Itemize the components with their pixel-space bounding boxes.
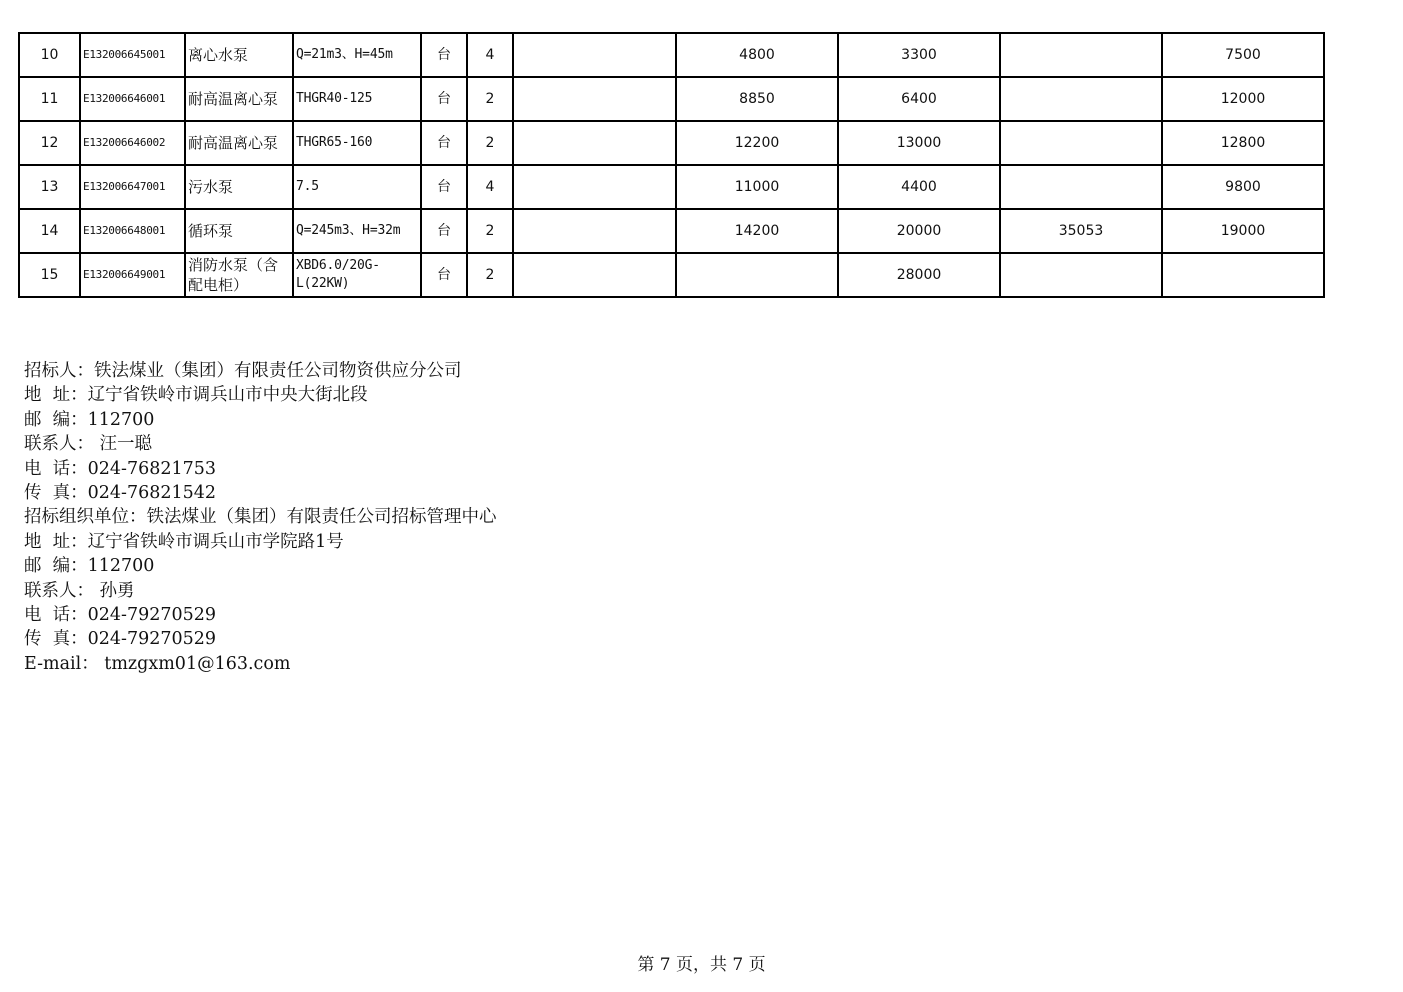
contact-info [24, 359, 497, 676]
cell-qty: 2 [467, 121, 513, 165]
contact-line: 招标组织单位：铁法煤业（集团）有限责任公司招标管理中心 [24, 507, 497, 528]
procurement-table [18, 32, 1325, 298]
table-row [19, 165, 1324, 209]
cell-col8 [676, 253, 838, 297]
cell-col7 [513, 165, 676, 209]
cell-material-code: E132006649001 [80, 253, 185, 297]
cell-col9: 4400 [838, 165, 1000, 209]
cell-col9: 20000 [838, 209, 1000, 253]
cell-material-code: E132006647001 [80, 165, 185, 209]
cell-name: 耐高温离心泵 [185, 77, 293, 121]
table-row [19, 33, 1324, 77]
cell-spec: THGR65-160 [293, 121, 421, 165]
cell-qty: 2 [467, 253, 513, 297]
contact-line: 地 址：辽宁省铁岭市调兵山市学院路1号 [24, 531, 344, 552]
cell-unit: 台 [421, 33, 467, 77]
contact-line: 联系人： 孙勇 [24, 580, 135, 601]
cell-col9: 13000 [838, 121, 1000, 165]
cell-col10 [1000, 253, 1162, 297]
cell-name: 离心水泵 [185, 33, 293, 77]
cell-qty: 4 [467, 33, 513, 77]
contact-line: 传 真：024-76821542 [24, 483, 217, 504]
table-row [19, 253, 1324, 297]
cell-col8: 11000 [676, 165, 838, 209]
cell-name: 消防水泵（含配电柜） [185, 253, 293, 297]
contact-line: 电 话：024-79270529 [24, 605, 217, 626]
cell-no: 15 [19, 253, 80, 297]
cell-unit: 台 [421, 77, 467, 121]
table-body [19, 33, 1324, 297]
cell-col7 [513, 121, 676, 165]
cell-unit: 台 [421, 121, 467, 165]
cell-material-code: E132006646001 [80, 77, 185, 121]
cell-col11: 12000 [1162, 77, 1324, 121]
cell-no: 11 [19, 77, 80, 121]
cell-material-code: E132006648001 [80, 209, 185, 253]
cell-col11: 9800 [1162, 165, 1324, 209]
table-row [19, 209, 1324, 253]
cell-col11 [1162, 253, 1324, 297]
cell-col11: 19000 [1162, 209, 1324, 253]
cell-spec: Q=245m3、H=32m [293, 209, 421, 253]
cell-spec: THGR40-125 [293, 77, 421, 121]
cell-col9: 6400 [838, 77, 1000, 121]
cell-col8: 8850 [676, 77, 838, 121]
cell-name: 循环泵 [185, 209, 293, 253]
cell-col10: 35053 [1000, 209, 1162, 253]
contact-line: E-mail： tmzgxm01@163.com [24, 653, 291, 674]
cell-unit: 台 [421, 165, 467, 209]
cell-col7 [513, 33, 676, 77]
cell-material-code: E132006646002 [80, 121, 185, 165]
contact-line: 招标人：铁法煤业（集团）有限责任公司物资供应分公司 [24, 361, 462, 381]
contact-line: 地 址：辽宁省铁岭市调兵山市中央大街北段 [24, 385, 368, 406]
cell-col11: 7500 [1162, 33, 1324, 77]
cell-no: 13 [19, 165, 80, 209]
cell-col10 [1000, 121, 1162, 165]
cell-spec: XBD6.0/20G-L(22KW) [293, 253, 421, 297]
cell-name: 耐高温离心泵 [185, 121, 293, 165]
cell-col8: 12200 [676, 121, 838, 165]
table-row [19, 121, 1324, 165]
cell-col8: 14200 [676, 209, 838, 253]
contact-line: 传 真：024-79270529 [24, 629, 217, 650]
cell-col7 [513, 253, 676, 297]
cell-qty: 2 [467, 209, 513, 253]
cell-unit: 台 [421, 209, 467, 253]
cell-no: 14 [19, 209, 80, 253]
cell-col8: 4800 [676, 33, 838, 77]
cell-name: 污水泵 [185, 165, 293, 209]
page-footer: 第 7 页，共 7 页 [637, 955, 766, 975]
cell-col9: 3300 [838, 33, 1000, 77]
cell-material-code: E132006645001 [80, 33, 185, 77]
cell-col11: 12800 [1162, 121, 1324, 165]
cell-col10 [1000, 77, 1162, 121]
contact-line: 联系人： 汪一聪 [24, 434, 153, 455]
cell-col9: 28000 [838, 253, 1000, 297]
table-row [19, 77, 1324, 121]
cell-no: 10 [19, 33, 80, 77]
cell-spec: Q=21m3、H=45m [293, 33, 421, 77]
contact-line: 电 话：024-76821753 [24, 458, 217, 479]
cell-no: 12 [19, 121, 80, 165]
cell-col10 [1000, 165, 1162, 209]
cell-col10 [1000, 33, 1162, 77]
cell-unit: 台 [421, 253, 467, 297]
cell-qty: 4 [467, 165, 513, 209]
contact-line: 邮 编：112700 [24, 556, 155, 577]
cell-col7 [513, 77, 676, 121]
cell-qty: 2 [467, 77, 513, 121]
contact-line: 邮 编：112700 [24, 409, 155, 430]
cell-col7 [513, 209, 676, 253]
cell-spec: 7.5 [293, 165, 421, 209]
